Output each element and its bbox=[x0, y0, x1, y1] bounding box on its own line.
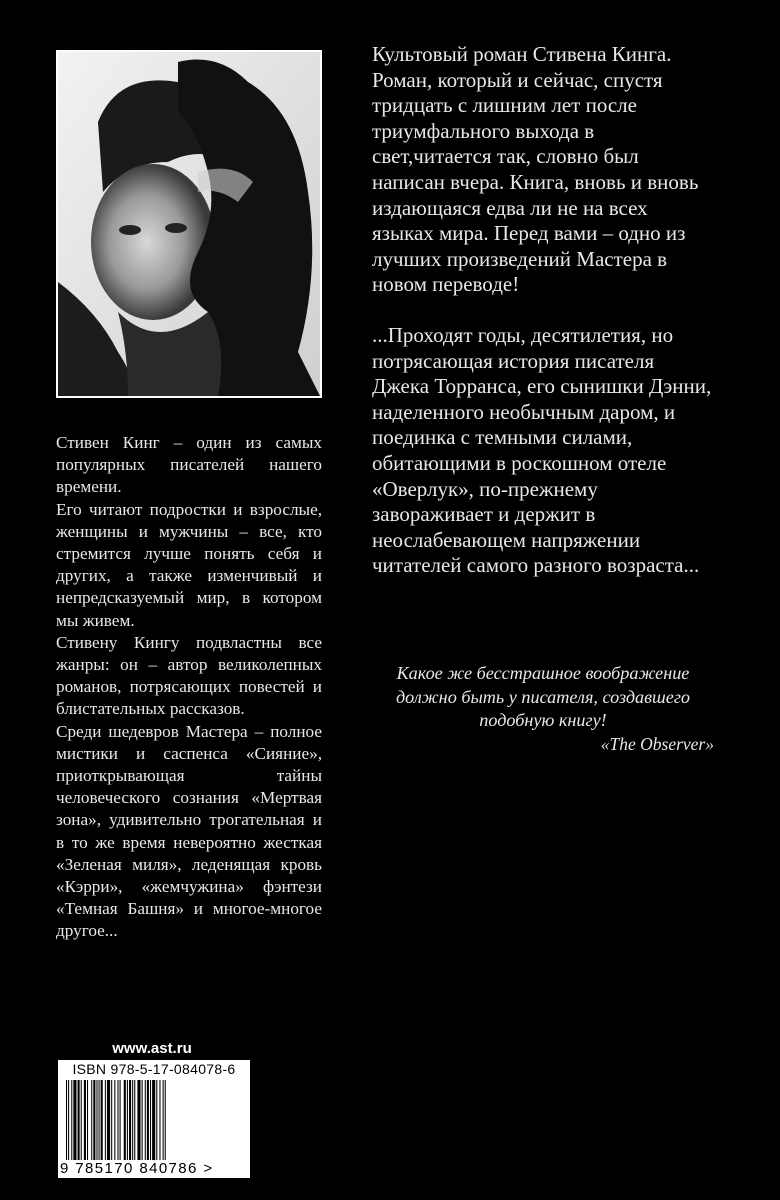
bio-paragraph: Стивену Кингу подвластны все жанры: он – автор великолепных романов, потрясающих повестей и блистательных рассказов. bbox=[56, 632, 322, 719]
isbn-label: ISBN 978-5-17-084078-6 bbox=[72, 1061, 236, 1077]
barcode-bars bbox=[66, 1080, 242, 1160]
bio-paragraph: Среди шедевров Мастера – полное мистики и саспенса «Сияние», приоткрывающая тайны человеческого сознания «Мертвая зона», удивительно трогательная и в то же время невероятно жесткая «Зеленая миля», леденящая кровь «Кэрри», «жемчужина» фэнтези «Темная Башня» и многое-многое другое... bbox=[56, 721, 322, 941]
description-paragraph-1: Культовый роман Стивена Кинга. Роман, который и сейчас, спустя тридцать с лишним лет после триумфального выхода в свет,читается так, словно был написан вчера. Книга, вновь и вновь издающаяся едва ли не на всех языках мира. Перед вами – одно из лучших произведений Мастера в новом переводе! bbox=[372, 42, 699, 297]
barcode-digits: 9 785170 840786 > bbox=[60, 1160, 214, 1177]
description-paragraph-2: ...Проходят годы, десятилетия, но потрясающая история писателя Джека Торранса, его сынишки Дэнни, наделенного необычным даром, и поединка с темными силами, обитающими в роскошном отеле «Оверлук», по-прежнему завораживает и держит в неослабевающем напряжении читателей самого разного возраста... bbox=[372, 322, 712, 578]
author-photo bbox=[56, 50, 322, 398]
quote-source: «The Observer» bbox=[600, 733, 714, 754]
barcode-block bbox=[58, 1060, 250, 1178]
book-description bbox=[372, 42, 714, 579]
author-bio bbox=[56, 432, 322, 943]
quote-text: Какое же бесстрашное воображение должно быть у писателя, создавшего подобную книгу! bbox=[395, 663, 691, 731]
review-quote bbox=[372, 662, 714, 756]
bio-paragraph: Стивен Кинг – один из самых популярных писателей нашего времени. bbox=[56, 433, 322, 497]
bio-paragraph: Его читают подростки и взрослые, женщины и мужчины – все, кто стремится лучше понять себя и других, а также изменчивый и непредсказуемый мир, в котором мы живем. bbox=[56, 499, 322, 630]
publisher-website: www.ast.ru bbox=[112, 1040, 192, 1057]
author-portrait-image bbox=[58, 52, 320, 396]
